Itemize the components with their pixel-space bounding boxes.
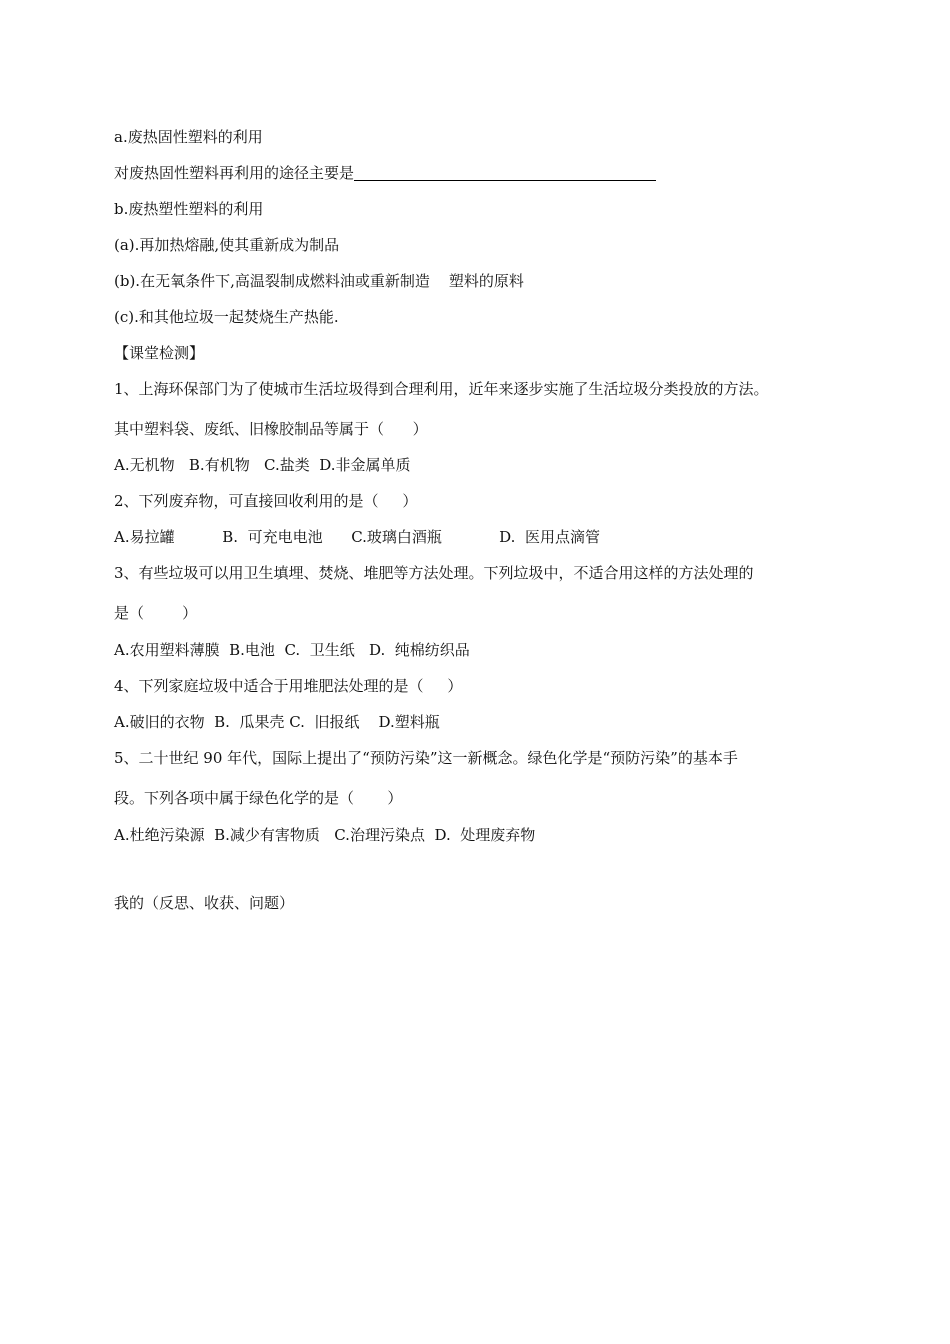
question-1-options: A.无机物 B.有机物 C.盐类 D.非金属单质 — [114, 456, 411, 474]
question-2-options: A.易拉罐 B. 可充电电池 C.玻璃白酒瓶 D. 医用点滴管 — [114, 528, 600, 546]
text-line: (a).再加热熔融,使其重新成为制品 — [114, 236, 340, 254]
question-4: 4、下列家庭垃圾中适合于用堆肥法处理的是（ ） — [114, 677, 463, 695]
question-2: 2、下列废弃物，可直接回收利用的是（ ） — [114, 492, 418, 510]
answer-blank[interactable] — [354, 164, 656, 181]
section-heading: 【课堂检测】 — [114, 344, 205, 362]
question-1: 1、上海环保部门为了使城市生活垃圾得到合理利用，近年来逐步实施了生活垃圾分类投放的方法。 — [114, 380, 769, 398]
question-1-cont: 其中塑料袋、废纸、旧橡胶制品等属于（ ） — [114, 420, 428, 438]
text-line: (c).和其他垃圾一起焚烧生产热能. — [114, 308, 339, 326]
reflection-heading: 我的（反思、收获、问题） — [114, 894, 295, 912]
question-3-options: A.农用塑料薄膜 B.电池 C. 卫生纸 D. 纯棉纺织品 — [114, 641, 470, 659]
question-5-options: A.杜绝污染源 B.减少有害物质 C.治理污染点 D. 处理废弃物 — [114, 826, 536, 844]
text-line: b.废热塑性塑料的利用 — [114, 200, 264, 218]
text-line: 对废热固性塑料再利用的途径主要是 — [114, 164, 355, 182]
question-3: 3、有些垃圾可以用卫生填埋、焚烧、堆肥等方法处理。下列垃圾中，不适合用这样的方法处理的 — [114, 564, 754, 582]
text-line: (b).在无氧条件下,高温裂制成燃料油或重新制造 塑料的原料 — [114, 272, 524, 290]
question-3-cont: 是（ ） — [114, 604, 198, 622]
question-5: 5、二十世纪 90 年代，国际上提出了“预防污染”这一新概念。绿色化学是“预防污染”的基本手 — [114, 749, 738, 767]
question-4-options: A.破旧的衣物 B. 瓜果壳 C. 旧报纸 D.塑料瓶 — [114, 713, 440, 731]
text-line: a.废热固性塑料的利用 — [114, 128, 263, 146]
question-with-blank — [114, 163, 656, 183]
question-5-cont: 段。下列各项中属于绿色化学的是（ ） — [114, 789, 403, 807]
